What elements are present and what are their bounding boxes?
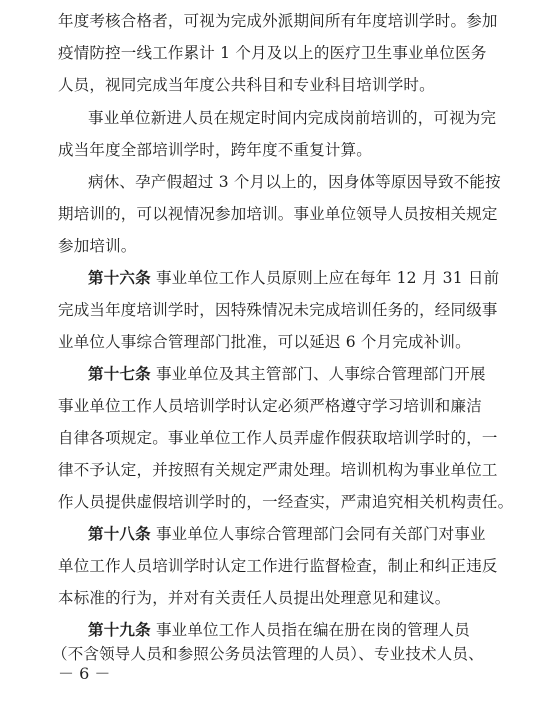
text-line: 参加培训。 [58,237,137,255]
page-number: － 6 － [58,664,111,683]
article-heading: 第十九条 [88,620,151,639]
article-heading: 第十八条 [88,524,151,543]
article-first-line [88,524,486,544]
text-line: 自律各项规定。事业单位工作人员弄虚作假获取培训学时的，一 [58,429,498,447]
text-line: 律不予认定，并按照有关规定严肃处理。培训机构为事业单位工 [58,461,498,479]
article-text: 事业单位人事综合管理部门会同有关部门对事业 [155,525,486,543]
text-line: 单位工作人员培训学时认定工作进行监督检查，制止和纠正违反 [58,557,498,575]
text-line: 人员，视同完成当年度公共科目和专业科目培训学时。 [58,76,435,94]
text-line: 病休、孕产假超过 3 个月以上的，因身体等原因导致不能按 [88,173,501,191]
text-line: （不含领导人员和参照公务员法管理的人员）、专业技术人员、 [52,645,484,663]
article-heading: 第十七条 [88,364,151,383]
text-line: 成当年度全部培训学时，跨年度不重复计算。 [58,141,373,159]
text-line: 事业单位新进人员在规定时间内完成岗前培训的，可视为完 [88,109,497,127]
text-line: 本标准的行为，并对有关责任人员提出处理意见和建议。 [58,589,451,607]
text-line: 作人员提供虚假培训学时的，一经查实，严肃追究相关机构责任。 [58,493,514,511]
text-line: 事业单位工作人员培训学时认定必须严格遵守学习培训和廉洁 [58,397,482,415]
text-line: 完成当年度培训学时，因特殊情况未完成培训任务的，经同级事 [58,301,498,319]
text-line: 年度考核合格者，可视为完成外派期间所有年度培训学时。参加 [58,12,498,30]
article-first-line [88,364,486,384]
article-first-line [88,620,470,640]
article-heading: 第十六条 [88,268,151,287]
article-first-line [88,268,499,288]
text-line: 业单位人事综合管理部门批准，可以延迟 6 个月完成补训。 [58,333,471,351]
article-text: 事业单位工作人员原则上应在每年 12 月 31 日前 [155,269,500,287]
article-text: 事业单位及其主管部门、人事综合管理部门开展 [155,365,486,383]
article-text: 事业单位工作人员指在编在册在岗的管理人员 [155,621,470,639]
text-line: 疫情防控一线工作累计 1 个月及以上的医疗卫生事业单位医务 [58,44,487,62]
text-line: 期培训的，可以视情况参加培训。事业单位领导人员按相关规定 [58,205,498,223]
